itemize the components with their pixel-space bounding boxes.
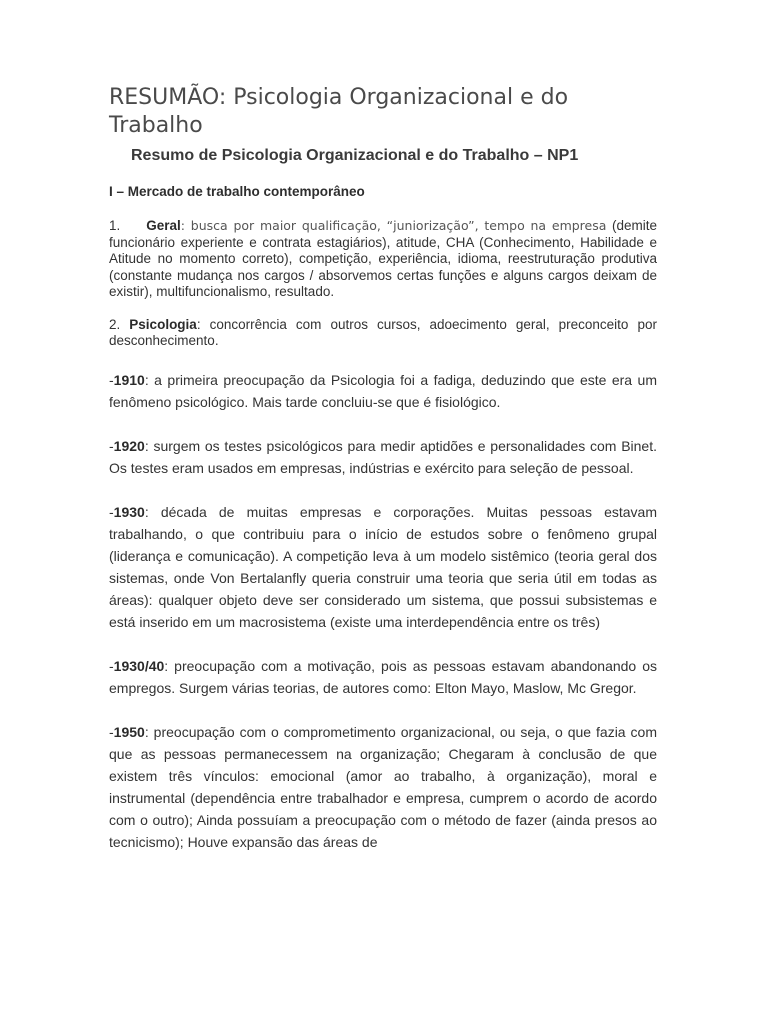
timeline-year: 1950 xyxy=(113,723,145,740)
item-label-geral: Geral xyxy=(146,218,181,233)
timeline-entry-1950: -1950: preocupação com o comprometimento organizacional, ou seja, o que fazia com que as pessoas permanecessem na organização; Chegaram à conclusão de que existem três vínculos: emocional (amor ao trabalho, à organização), moral e instrumental (dependência entre trabalhador e empresa, cumprem o acordo de acordo com o outro); Ainda possuíam a preocupação com o método de fazer (ainda presos ao tecnicismo); Houve expansão das áreas de xyxy=(109,723,657,850)
document-page xyxy=(109,84,657,853)
timeline-year: 1910 xyxy=(113,371,145,388)
timeline-text: : década de muitas empresas e corporações. Muitas pessoas estavam trabalhando, o que contribuiu para o início de estudos sobre o fenômeno grupal (liderança e comunicação). A competição leva à um modelo sistêmico (teoria geral dos sistemas, onde Von Bertalanfly queria construir uma teoria que seria útil em todas as áreas): qualquer objeto deve ser considerado um sistema, que possui subsistemas e está inserido em um macrosistema (existe uma interdependência entre os três) xyxy=(109,503,657,630)
document-title: RESUMÃO: Psicologia Organizacional e do Trabalho xyxy=(109,85,569,138)
timeline-year: 1930/40 xyxy=(113,657,165,674)
timeline-year: 1920 xyxy=(113,437,145,454)
timeline-text: : preocupação com a motivação, pois as pessoas estavam abandonando os empregos. Surgem várias teorias, de autores como: Elton Mayo, Maslow, Mc Gregor. xyxy=(109,657,657,696)
item-geral xyxy=(109,218,657,301)
item-geral-lead: : busca por maior qualificação, “juniorização”, tempo na empresa xyxy=(180,218,607,233)
section-heading: I – Mercado de trabalho contemporâneo xyxy=(109,184,365,199)
document-subtitle: Resumo de Psicologia Organizacional e do Trabalho – NP1 xyxy=(131,147,579,164)
timeline-year: 1930 xyxy=(113,503,145,520)
item-number: 1. xyxy=(109,218,121,233)
item-geral-text: (demite funcionário experiente e contrata estagiários), atitude, CHA (Conhecimento, Habilidade e Atitude no momento correto), competição, experiência, idioma, reestruturação produtiva (constante mudança nos cargos / absorvemos certas funções e alguns cargos deixam de existir), multifuncionalismo, resultado. xyxy=(109,218,657,299)
timeline-entry-1930-40: -1930/40: preocupação com a motivação, pois as pessoas estavam abandonando os empregos. Surgem várias teorias, de autores como: Elton Mayo, Maslow, Mc Gregor. xyxy=(109,657,657,696)
timeline-text: : a primeira preocupação da Psicologia foi a fadiga, deduzindo que este era um fenômeno psicológico. Mais tarde concluiu-se que é fisiológico. xyxy=(109,371,657,410)
item-psicologia xyxy=(109,317,657,350)
timeline-entry-1910: -1910: a primeira preocupação da Psicologia foi a fadiga, deduzindo que este era um fenômeno psicológico. Mais tarde concluiu-se que é fisiológico. xyxy=(109,371,657,410)
timeline-text: : surgem os testes psicológicos para medir aptidões e personalidades com Binet. Os testes eram usados em empresas, indústrias e exército para seleção de pessoal. xyxy=(109,437,657,476)
timeline-text: : preocupação com o comprometimento organizacional, ou seja, o que fazia com que as pessoas permanecessem na organização; Chegaram à conclusão de que existem três vínculos: emocional (amor ao trabalho, à organização), moral e instrumental (dependência entre trabalhador e empresa, cumprem o acordo de acordo com o outro); Ainda possuíam a preocupação com o método de fazer (ainda presos ao tecnicismo); Houve expansão das áreas de xyxy=(109,723,657,850)
item-label-psicologia: Psicologia xyxy=(129,316,197,332)
item-number: 2. xyxy=(109,316,121,332)
timeline-entry-1920: -1920: surgem os testes psicológicos para medir aptidões e personalidades com Binet. Os testes eram usados em empresas, indústrias e exército para seleção de pessoal. xyxy=(109,437,657,476)
timeline-entry-1930: -1930: década de muitas empresas e corporações. Muitas pessoas estavam trabalhando, o que contribuiu para o início de estudos sobre o fenômeno grupal (liderança e comunicação). A competição leva à um modelo sistêmico (teoria geral dos sistemas, onde Von Bertalanfly queria construir uma teoria que seria útil em todas as áreas): qualquer objeto deve ser considerado um sistema, que possui subsistemas e está inserido em um macrosistema (existe uma interdependência entre os três) xyxy=(109,503,657,630)
item-psicologia-text: : concorrência com outros cursos, adoecimento geral, preconceito por desconhecimento. xyxy=(109,316,657,348)
